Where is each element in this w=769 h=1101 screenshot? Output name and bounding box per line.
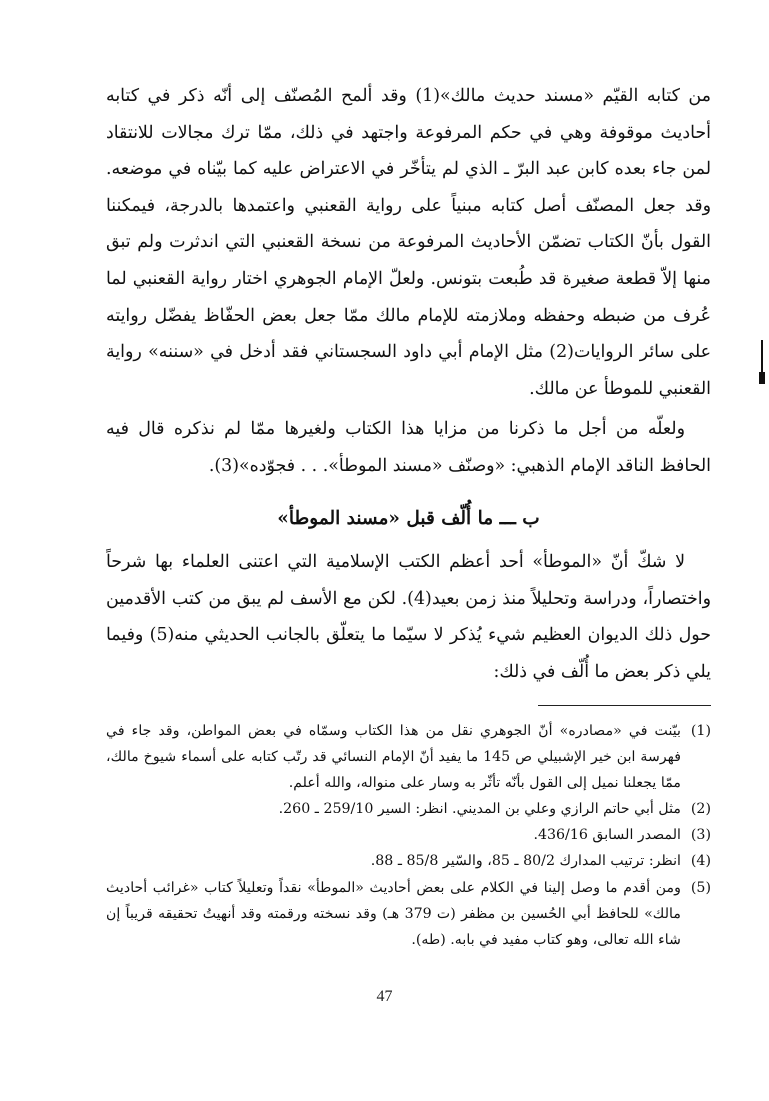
footnote-1 [106,718,711,796]
paragraph-1: من كتابه القيّم «مسند حديث مالك»(1) وقد ألمح المُصنّف إلى أنّه ذكر في كتابه أحاديث موقوفة وهي في حكم المرفوعة واجتهد في ذلك، ممّا ترك مجالات للانتقاد لمن جاء بعده كابن عبد البرّ ـ الذي لم يتأخّر في الاعتراض عليه كما بيّناه في موضعه. وقد جعل المصنّف أصل كتابه مبنياً على رواية القعنبي واعتمدها بالدرجة، فيمكننا القول بأنّ الكتاب تضمّن الأحاديث المرفوعة من نسخة القعنبي التي اندثرت ولم تبق منها إلاّ قطعة صغيرة قد طُبعت بتونس. ولعلّ الإمام الجوهري اختار رواية القعنبي لما عُرف من ضبطه وحفظه وملازمته للإمام مالك ممّا جعل بعض الحفّاظ يفضّل روايته على سائر الروايات(2) مثل الإمام أبي داود السجستاني فقد أدخل في «سننه» رواية القعنبي للموطأ عن مالك. [106,86,711,399]
footnote-number: (2) [690,801,711,818]
footnotes [106,718,711,953]
footnote-text: انظر: ترتيب المدارك 80/2 ـ 85، والسّير 85/8 ـ 88. [370,853,681,870]
footnote-number: (3) [690,827,711,844]
paragraph-2: ولعلّه من أجل ما ذكرنا من مزايا هذا الكتاب ولغيرها ممّا لم نذكره قال فيه الحافظ الناقد الإمام الذهبي: «وصنّف «مسند الموطأ». . . فجوّده»(3). [106,419,711,476]
footnote-separator [538,705,711,706]
footnote-number: (1) [690,723,711,739]
footnote-3 [106,822,711,848]
footnote-text: مثل أبي حاتم الرازي وعلي بن المديني. انظر: السير 259/10 ـ 260. [278,801,681,818]
footnote-5 [106,875,711,953]
footnote-text: بيّنت في «مصادره» أنّ الجوهري نقل من هذا الكتاب وسمّاه في بعض المواطن، وقد جاء في فهرسة ابن خير الإشبيلي ص 145 ما يفيد أنّ الإمام النسائي قد رتّب كتابه على أسماء شيوخ مالك، ممّا يجعلنا نميل إلى القول بأنّه تأثّر به وسار على منواله، والله أعلم. [106,723,681,792]
margin-mark-block [759,372,765,384]
main-text [106,78,711,485]
section-text [106,544,711,690]
section-heading: ب ـــ ما أُلّف قبل «مسند الموطأ» [277,508,540,529]
page-number: 47 [376,988,393,1005]
footnote-2 [106,796,711,822]
footnote-text: ومن أقدم ما وصل إلينا في الكلام على بعض أحاديث «الموطأ» نقداً وتعليلاً كتاب «غرائب أحاديث مالك» للحافظ أبي الحُسين بن مظفر (ت 379 هـ) وقد نسخته ورقمته وقد أنهيتُ تحقيقه قريباً إن شاء الله تعالى، وهو كتاب مفيد في بابه. (طه). [106,879,681,948]
footnote-number: (4) [690,853,711,870]
footnote-4 [106,848,711,874]
footnote-number: (5) [690,879,711,896]
section-paragraph: لا شكّ أنّ «الموطأ» أحد أعظم الكتب الإسلامية التي اعتنى العلماء بها شرحاً واختصاراً، ودراسة وتحليلاً منذ زمن بعيد(4). لكن مع الأسف لم يبق من كتب الأقدمين حول ذلك الديوان العظيم شيء يُذكر لا سيّما ما يتعلّق بالجانب الحديثي منه(5) وفيما يلي ذكر بعض ما أُلّف في ذلك: [106,552,711,682]
footnote-text: المصدر السابق 436/16. [533,827,681,844]
